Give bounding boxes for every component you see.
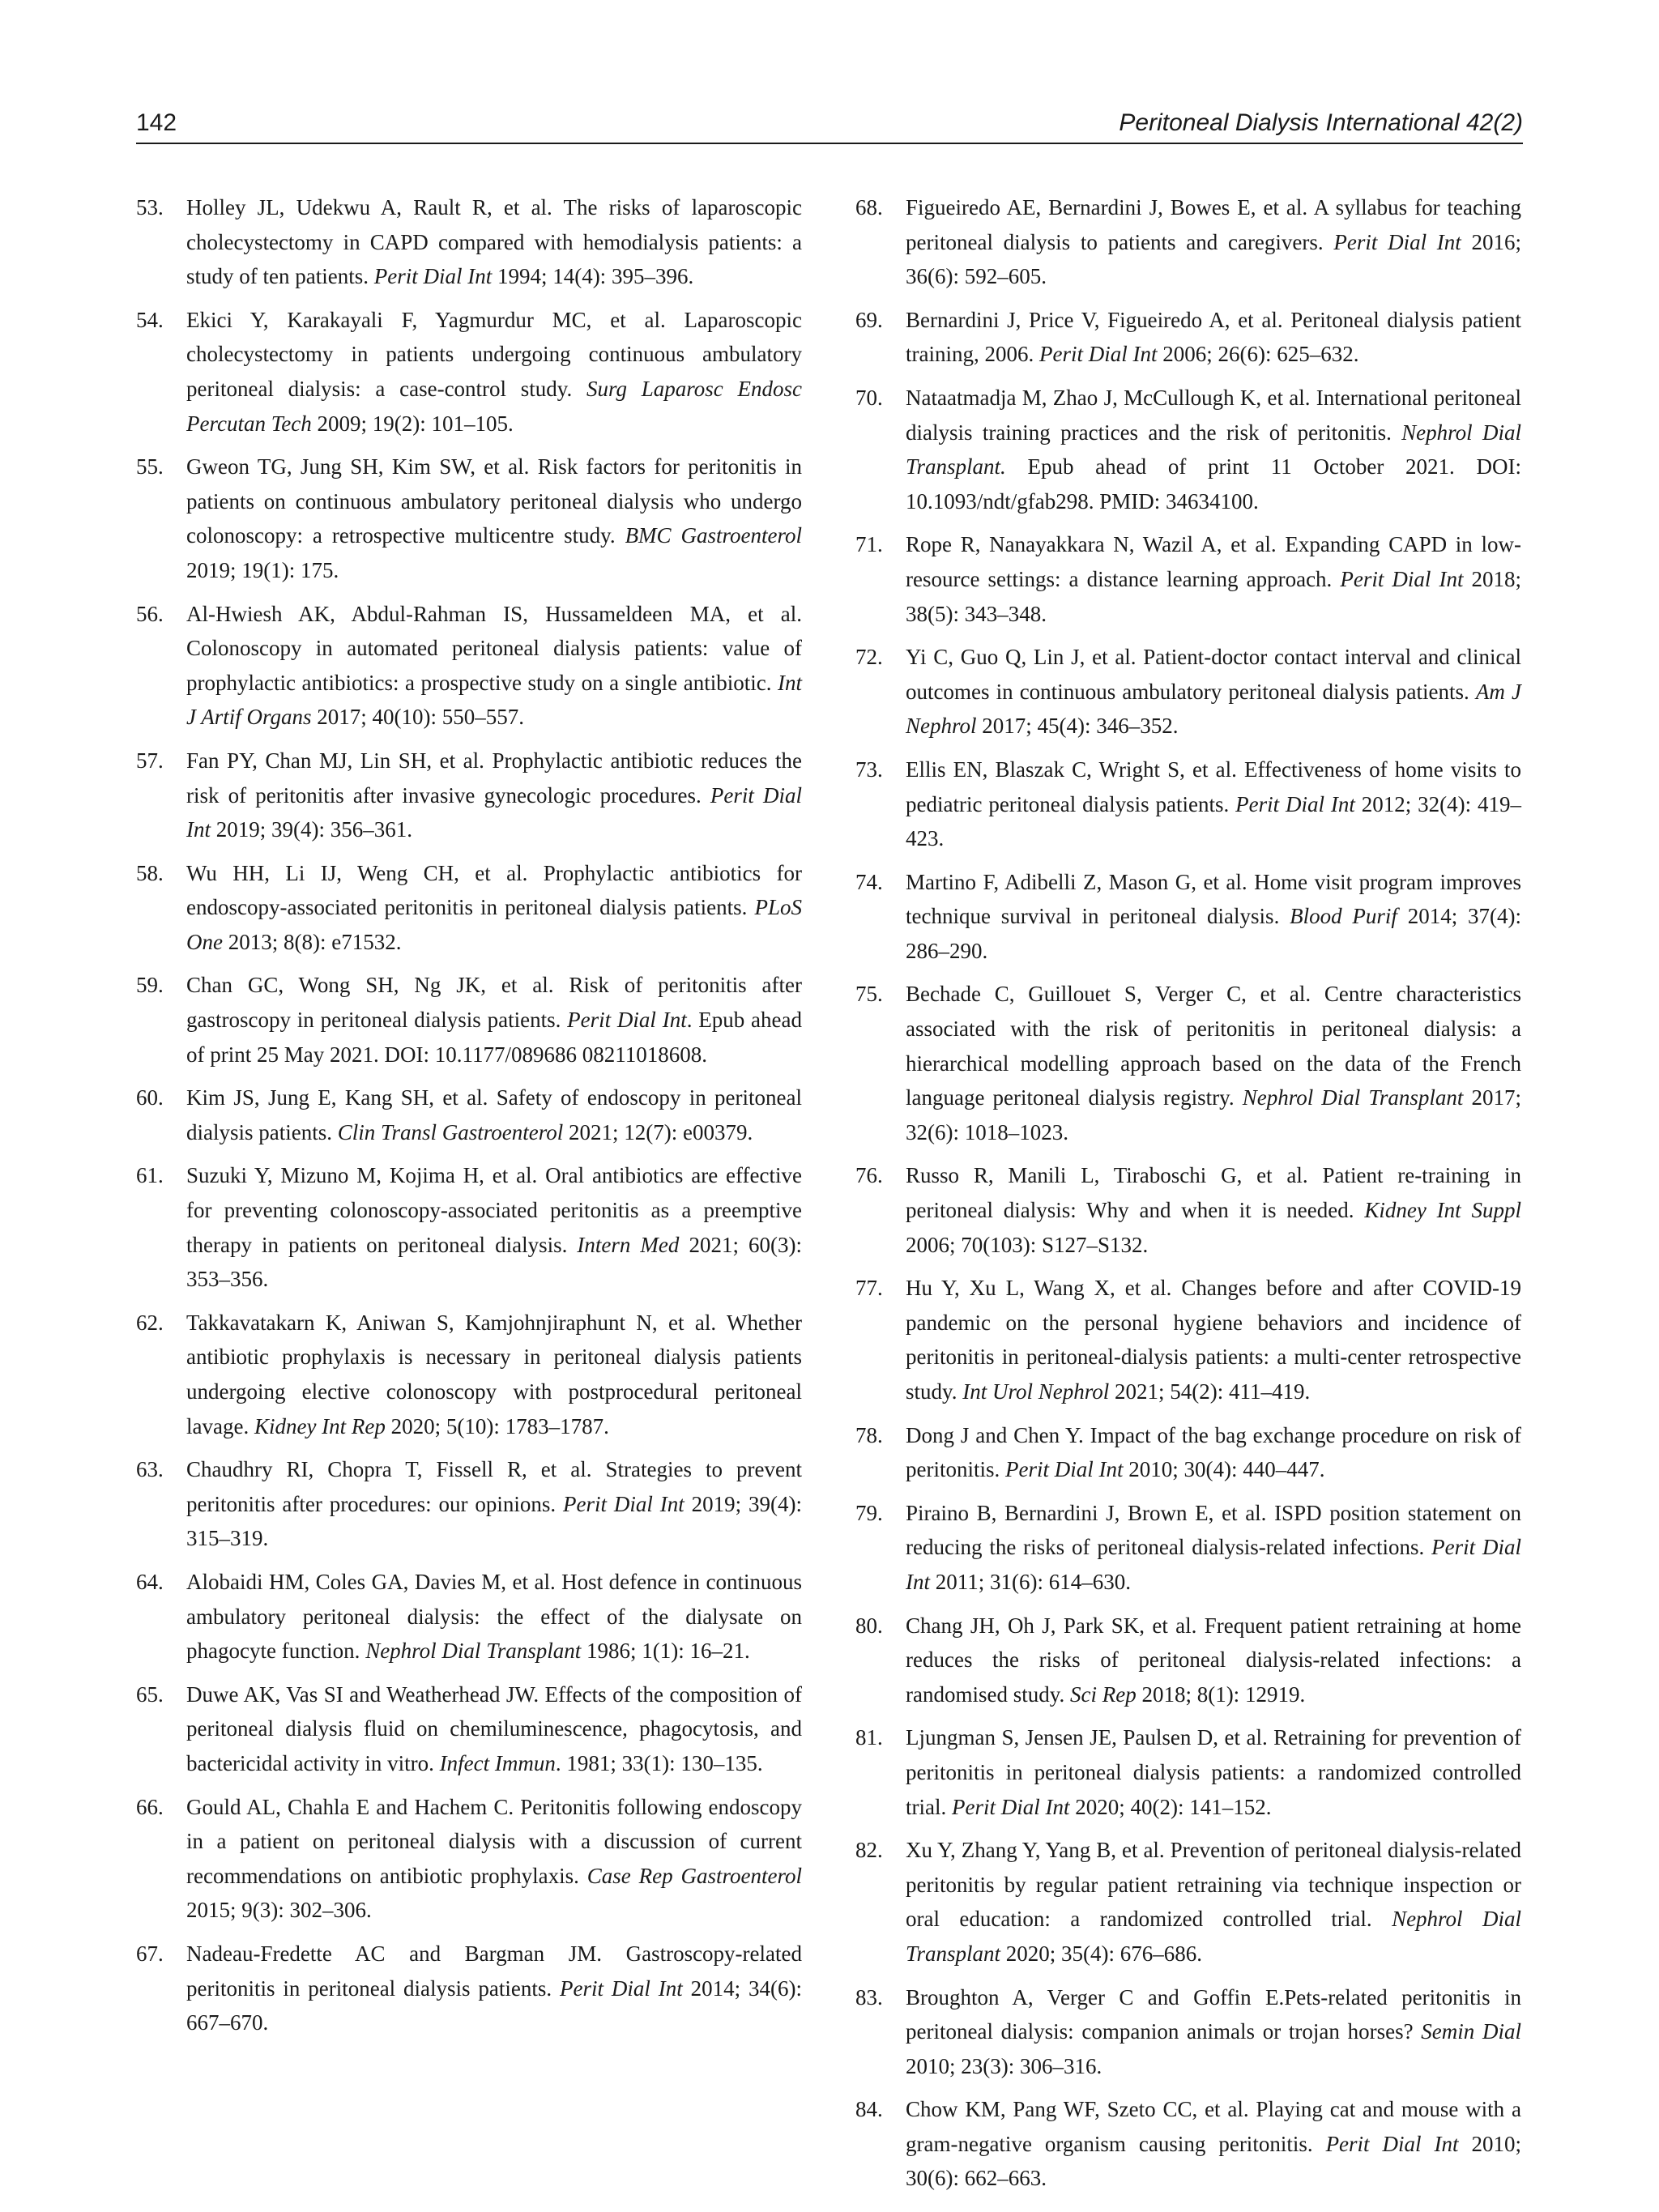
- reference-citation: Figueiredo AE, Bernardini J, Bowes E, et al. A syllabus for teaching peritoneal dialysis to patients and caregivers.: [906, 195, 1521, 254]
- reference-citation: Martino F, Adibelli Z, Mason G, et al. Home visit program improves technique survival in peritoneal dialysis.: [906, 869, 1521, 929]
- reference-item: [136, 597, 802, 735]
- reference-item: [136, 1677, 802, 1781]
- reference-number: 73.: [855, 757, 883, 782]
- reference-journal: Kidney Int Suppl: [1364, 1198, 1521, 1223]
- reference-text: [906, 870, 1521, 963]
- reference-item: [136, 1790, 802, 1928]
- reference-citation: Bernardini J, Price V, Figueiredo A, et al. Peritoneal dialysis patient training, 2006.: [906, 307, 1521, 367]
- reference-journal: Perit Dial Int: [373, 264, 493, 289]
- reference-journal: Perit Dial Int: [1038, 342, 1158, 367]
- reference-number: 54.: [136, 307, 164, 332]
- reference-item: [136, 1937, 802, 2040]
- reference-details: 2020; 40(2): 141–152.: [1069, 1794, 1272, 1819]
- reference-details: 1986; 1(1): 16–21.: [581, 1639, 750, 1664]
- reference-details: 2009; 19(2): 101–105.: [311, 411, 514, 436]
- reference-text: [906, 195, 1521, 288]
- reference-journal: Perit Dial Int: [1235, 791, 1355, 816]
- reference-details: 2014; 34(6): 667–670.: [186, 1975, 802, 2035]
- reference-number: 74.: [855, 869, 883, 894]
- reference-citation: Xu Y, Zhang Y, Yang B, et al. Prevention of peritoneal dialysis-related peritonitis by regular patient retraining via technique inspection or oral education: a randomized controlled trial.: [906, 1838, 1521, 1932]
- reference-journal: Blood Purif: [1290, 904, 1397, 929]
- reference-text: [906, 645, 1521, 738]
- reference-text: [186, 308, 802, 436]
- reference-journal: Perit Dial Int: [567, 1008, 687, 1033]
- reference-journal: Intern Med: [577, 1232, 680, 1257]
- reference-journal: Nephrol Dial Transplant: [365, 1639, 582, 1664]
- reference-journal: Perit Dial Int: [1325, 2131, 1459, 2156]
- reference-citation: Bechade C, Guillouet S, Verger C, et al. Centre characteristics associated with the risk of peritonitis in peritoneal dialysis: a hierarchical modelling approach based on the data of the French language peritoneal dialysis registry.: [906, 982, 1521, 1110]
- reference-number: 55.: [136, 454, 164, 479]
- journal-title: Peritoneal Dialysis International 42(2): [1119, 109, 1523, 136]
- reference-number: 78.: [855, 1422, 883, 1447]
- reference-details: . 1981; 33(1): 130–135.: [555, 1750, 763, 1775]
- reference-number: 77.: [855, 1276, 883, 1301]
- reference-details: 2013; 8(8): e71532.: [222, 929, 402, 954]
- reference-text: [186, 602, 802, 730]
- reference-item: [136, 1452, 802, 1556]
- reference-number: 53.: [136, 195, 164, 219]
- reference-item: [136, 303, 802, 441]
- reference-details: 2021; 54(2): 411–419.: [1109, 1379, 1311, 1404]
- reference-number: 76.: [855, 1163, 883, 1188]
- reference-details: 2018; 38(5): 343–348.: [906, 566, 1522, 626]
- reference-item: [136, 190, 802, 294]
- reference-citation: Gweon TG, Jung SH, Kim SW, et al. Risk factors for peritonitis in patients on continuous ambulatory peritoneal dialysis who undergo colonoscopy: a retrospective multicentre study.: [186, 454, 802, 548]
- reference-journal: Surg Laparosc Endosc Percutan Tech: [186, 376, 802, 436]
- reference-citation: Hu Y, Xu L, Wang X, et al. Changes before and after COVID-19 pandemic on the personal hygiene behaviors and incidence of peritonitis in peritoneal-dialysis patients: a multi-center retrospective study.: [906, 1276, 1521, 1404]
- reference-journal: Perit Dial Int: [1340, 566, 1464, 591]
- reference-text: [906, 757, 1521, 850]
- reference-text: [186, 1457, 802, 1550]
- reference-item: [855, 1980, 1521, 2084]
- reference-text: [906, 2097, 1521, 2190]
- reference-number: 75.: [855, 982, 883, 1007]
- reference-item: [136, 856, 802, 960]
- reference-citation: Gould AL, Chahla E and Hachem C. Peritonitis following endoscopy in a patient on peritoneal dialysis with a discussion of current recommendations on antibiotic prophylaxis.: [186, 1794, 802, 1888]
- reference-item: [855, 865, 1521, 969]
- reference-text: [906, 1725, 1521, 1818]
- reference-item: [136, 744, 802, 847]
- reference-number: 84.: [855, 2097, 883, 2122]
- reference-item: [136, 1306, 802, 1443]
- reference-text: [186, 454, 802, 582]
- reference-details: 2017; 45(4): 346–352.: [976, 714, 1179, 739]
- reference-item: [855, 2092, 1521, 2196]
- reference-text: [186, 1311, 802, 1438]
- reference-citation: Nadeau-Fredette AC and Bargman JM. Gastroscopy-related peritonitis in peritoneal dialysis patients.: [186, 1941, 802, 2001]
- reference-journal: Perit Dial Int: [186, 782, 802, 842]
- reference-journal: Int J Artif Organs: [186, 670, 802, 730]
- reference-details: 2014; 37(4): 286–290.: [906, 904, 1521, 963]
- reference-journal: Nephrol Dial Transplant: [1242, 1085, 1464, 1110]
- reference-text: [906, 532, 1521, 625]
- reference-journal: Perit Dial Int: [1333, 229, 1461, 254]
- reference-number: 67.: [136, 1941, 164, 1966]
- reference-number: 59.: [136, 973, 164, 998]
- reference-text: [906, 386, 1521, 514]
- reference-citation: Piraino B, Bernardini J, Brown E, et al. ISPD position statement on reducing the risks of peritoneal dialysis-related infections.: [906, 1500, 1521, 1560]
- reference-journal: Perit Dial Int: [951, 1794, 1070, 1819]
- reference-column-left: [136, 190, 802, 2049]
- reference-journal: BMC Gastroenterol: [625, 523, 802, 548]
- reference-details: 2017; 40(10): 550–557.: [311, 705, 525, 730]
- reference-details: 2021; 60(3): 353–356.: [186, 1232, 802, 1292]
- reference-details: 2010; 23(3): 306–316.: [906, 2053, 1102, 2078]
- reference-text: [186, 1163, 802, 1291]
- reference-journal: Clin Transl Gastroenterol: [337, 1119, 564, 1144]
- reference-citation: Wu HH, Li IJ, Weng CH, et al. Prophylactic antibiotics for endoscopy-associated peritonitis in peritoneal dialysis patients.: [186, 860, 802, 920]
- reference-number: 83.: [855, 1984, 883, 2010]
- reference-citation: Chow KM, Pang WF, Szeto CC, et al. Playing cat and mouse with a gram-negative organism causing peritonitis.: [906, 2097, 1521, 2156]
- reference-number: 57.: [136, 748, 164, 773]
- reference-journal: PLoS One: [186, 895, 802, 954]
- reference-details: . Epub ahead of print 25 May 2021. DOI: 10.1177/089686 08211018608.: [186, 1008, 803, 1067]
- reference-number: 82.: [855, 1838, 883, 1863]
- reference-journal: Am J Nephrol: [906, 679, 1521, 739]
- reference-text: [186, 973, 802, 1066]
- header-rule: [136, 143, 1523, 144]
- reference-citation: Suzuki Y, Mizuno M, Kojima H, et al. Oral antibiotics are effective for preventing colonoscopy-associated peritonitis as a preemptive therapy in patients on peritoneal dialysis.: [186, 1163, 802, 1257]
- reference-number: 63.: [136, 1457, 164, 1482]
- reference-details: 2018; 8(1): 12919.: [1136, 1681, 1306, 1707]
- reference-details: 2006; 26(6): 625–632.: [1157, 342, 1359, 367]
- reference-number: 69.: [855, 307, 883, 332]
- reference-item: [136, 968, 802, 1072]
- reference-journal: Infect Immun: [439, 1750, 556, 1775]
- reference-details: 2015; 9(3): 302–306.: [186, 1898, 372, 1923]
- reference-details: 2016; 36(6): 592–605.: [906, 229, 1521, 289]
- reference-citation: Kim JS, Jung E, Kang SH, et al. Safety of endoscopy in peritoneal dialysis patients.: [186, 1085, 802, 1144]
- reference-citation: Broughton A, Verger C and Goffin E.Pets-related peritonitis in peritoneal dialysis: companion animals or trojan horses?: [906, 1984, 1521, 2044]
- reference-citation: Yi C, Guo Q, Lin J, et al. Patient-doctor contact interval and clinical outcomes in continuous ambulatory peritoneal dialysis patients.: [906, 645, 1521, 704]
- reference-journal: Case Rep Gastroenterol: [586, 1863, 802, 1888]
- reference-details: 2020; 5(10): 1783–1787.: [385, 1413, 609, 1438]
- reference-citation: Alobaidi HM, Coles GA, Davies M, et al. Host defence in continuous ambulatory peritoneal dialysis: the effect of the dialysate on phagocyte function.: [186, 1569, 802, 1664]
- reference-text: [186, 861, 802, 954]
- reference-item: [855, 303, 1521, 372]
- reference-citation: Russo R, Manili L, Tiraboschi G, et al. Patient re-training in peritoneal dialysis: Why and when it is needed.: [906, 1163, 1521, 1223]
- reference-item: [855, 381, 1521, 518]
- reference-details: 2019; 39(4): 315–319.: [186, 1491, 802, 1551]
- reference-citation: Dong J and Chen Y. Impact of the bag exchange procedure on risk of peritonitis.: [906, 1422, 1521, 1482]
- reference-text: [186, 1941, 802, 2035]
- reference-number: 65.: [136, 1681, 164, 1707]
- reference-citation: Takkavatakarn K, Aniwan S, Kamjohnjiraphunt N, et al. Whether antibiotic prophylaxis is necessary in peritoneal dialysis patients undergoing elective colonoscopy with postprocedural peritoneal lavage.: [186, 1310, 802, 1438]
- reference-item: [855, 752, 1521, 856]
- reference-journal: Kidney Int Rep: [254, 1413, 386, 1438]
- reference-text: [906, 1613, 1521, 1707]
- reference-journal: Perit Dial Int: [560, 1975, 683, 2001]
- reference-item: [136, 1565, 802, 1669]
- page-header: [136, 107, 1523, 146]
- reference-number: 56.: [136, 601, 164, 626]
- reference-item: [855, 1271, 1521, 1409]
- reference-number: 62.: [136, 1310, 164, 1335]
- reference-text: [186, 195, 802, 288]
- reference-citation: Ekici Y, Karakayali F, Yagmurdur MC, et al. Laparoscopic cholecystectomy in patients undergoing continuous ambulatory peritoneal dialysis: a case-control study.: [186, 307, 802, 401]
- reference-number: 70.: [855, 385, 883, 410]
- reference-details: 2021; 12(7): e00379.: [563, 1119, 753, 1144]
- page-number: 142: [136, 109, 177, 136]
- reference-text: [906, 1985, 1521, 2078]
- reference-text: [906, 308, 1521, 367]
- reference-citation: Rope R, Nanayakkara N, Wazil A, et al. Expanding CAPD in low-resource settings: a distance learning approach.: [906, 532, 1521, 591]
- reference-journal: Perit Dial Int: [1005, 1457, 1124, 1482]
- reference-citation: Al-Hwiesh AK, Abdul-Rahman IS, Hussameldeen MA, et al. Colonoscopy in automated peritoneal dialysis patients: value of prophylactic antibiotics: a prospective study on a single antibiotic.: [186, 601, 802, 695]
- reference-details: 1994; 14(4): 395–396.: [492, 264, 694, 289]
- reference-number: 71.: [855, 532, 883, 557]
- reference-item: [855, 190, 1521, 294]
- reference-number: 61.: [136, 1163, 164, 1188]
- reference-item: [136, 1080, 802, 1149]
- reference-text: [186, 748, 802, 842]
- reference-details: 2010; 30(6): 662–663.: [906, 2131, 1521, 2191]
- reference-journal: Int Urol Nephrol: [962, 1379, 1110, 1404]
- reference-citation: Duwe AK, Vas SI and Weatherhead JW. Effects of the composition of peritoneal dialysis fluid on chemiluminescence, phagocytosis, and bactericidal activity in vitro.: [186, 1681, 802, 1775]
- reference-item: [855, 527, 1521, 631]
- reference-citation: Ljungman S, Jensen JE, Paulsen D, et al. Retraining for prevention of peritonitis in peritoneal dialysis patients: a randomized controlled trial.: [906, 1725, 1521, 1819]
- reference-item: [855, 1720, 1521, 1824]
- reference-number: 58.: [136, 860, 164, 885]
- reference-item: [855, 977, 1521, 1149]
- reference-journal: Nephrol Dial Transplant: [906, 1907, 1521, 1966]
- reference-details: 2017; 32(6): 1018–1023.: [906, 1085, 1521, 1144]
- reference-text: [186, 1795, 802, 1923]
- reference-details: 2010; 30(4): 440–447.: [1123, 1457, 1325, 1482]
- reference-text: [186, 1085, 802, 1144]
- reference-text: [906, 1501, 1521, 1594]
- reference-item: [855, 1418, 1521, 1487]
- reference-text: [906, 1423, 1521, 1482]
- reference-citation: Fan PY, Chan MJ, Lin SH, et al. Prophylactic antibiotic reduces the risk of peritonitis after invasive gynecologic procedures.: [186, 748, 802, 808]
- reference-item: [136, 1158, 802, 1296]
- reference-item: [855, 1833, 1521, 1971]
- reference-number: 72.: [855, 645, 883, 670]
- reference-citation: Ellis EN, Blaszak C, Wright S, et al. Effectiveness of home visits to pediatric peritoneal dialysis patients.: [906, 757, 1521, 816]
- reference-details: Epub ahead of print 11 October 2021. DOI: 10.1093/ndt/gfab298. PMID: 34634100.: [906, 454, 1521, 514]
- reference-journal: Nephrol Dial Transplant.: [906, 420, 1521, 479]
- reference-journal: Perit Dial Int: [563, 1491, 684, 1516]
- reference-item: [855, 1158, 1521, 1262]
- reference-text: [906, 1838, 1521, 1966]
- reference-number: 66.: [136, 1794, 164, 1819]
- reference-journal: Semin Dial: [1421, 2019, 1521, 2044]
- reference-item: [136, 450, 802, 587]
- reference-details: 2006; 70(103): S127–S132.: [906, 1232, 1149, 1257]
- reference-journal: Sci Rep: [1069, 1681, 1137, 1707]
- reference-text: [906, 982, 1521, 1144]
- reference-details: 2011; 31(6): 614–630.: [930, 1569, 1131, 1594]
- reference-text: [906, 1163, 1521, 1256]
- reference-number: 64.: [136, 1569, 164, 1594]
- reference-details: 2019; 39(4): 356–361.: [211, 817, 412, 842]
- reference-item: [855, 640, 1521, 744]
- reference-citation: Holley JL, Udekwu A, Rault R, et al. The risks of laparoscopic cholecystectomy in CAPD compared with hemodialysis patients: a study of ten patients.: [186, 195, 802, 289]
- reference-citation: Nataatmadja M, Zhao J, McCullough K, et al. International peritoneal dialysis training practices and the risk of peritonitis.: [906, 385, 1521, 445]
- reference-citation: Chang JH, Oh J, Park SK, et al. Frequent patient retraining at home reduces the risks of peritoneal dialysis-related infections: a randomised study.: [906, 1613, 1521, 1707]
- reference-column-right: [855, 190, 1521, 2205]
- reference-item: [855, 1496, 1521, 1600]
- reference-item: [855, 1609, 1521, 1712]
- reference-number: 68.: [855, 195, 883, 219]
- reference-text: [906, 1276, 1521, 1404]
- reference-number: 60.: [136, 1085, 164, 1110]
- reference-number: 81.: [855, 1725, 883, 1750]
- reference-number: 79.: [855, 1500, 883, 1525]
- reference-citation: Chaudhry RI, Chopra T, Fissell R, et al. Strategies to prevent peritonitis after procedures: our opinions.: [186, 1457, 802, 1516]
- reference-text: [186, 1682, 802, 1775]
- reference-details: 2019; 19(1): 175.: [186, 557, 339, 582]
- reference-details: 2020; 35(4): 676–686.: [1000, 1941, 1203, 1966]
- reference-citation: Chan GC, Wong SH, Ng JK, et al. Risk of peritonitis after gastroscopy in peritoneal dialysis patients.: [186, 973, 802, 1033]
- reference-text: [186, 1570, 802, 1663]
- reference-number: 80.: [855, 1613, 883, 1638]
- reference-journal: Perit Dial Int: [906, 1535, 1521, 1594]
- reference-details: 2012; 32(4): 419–423.: [906, 791, 1521, 851]
